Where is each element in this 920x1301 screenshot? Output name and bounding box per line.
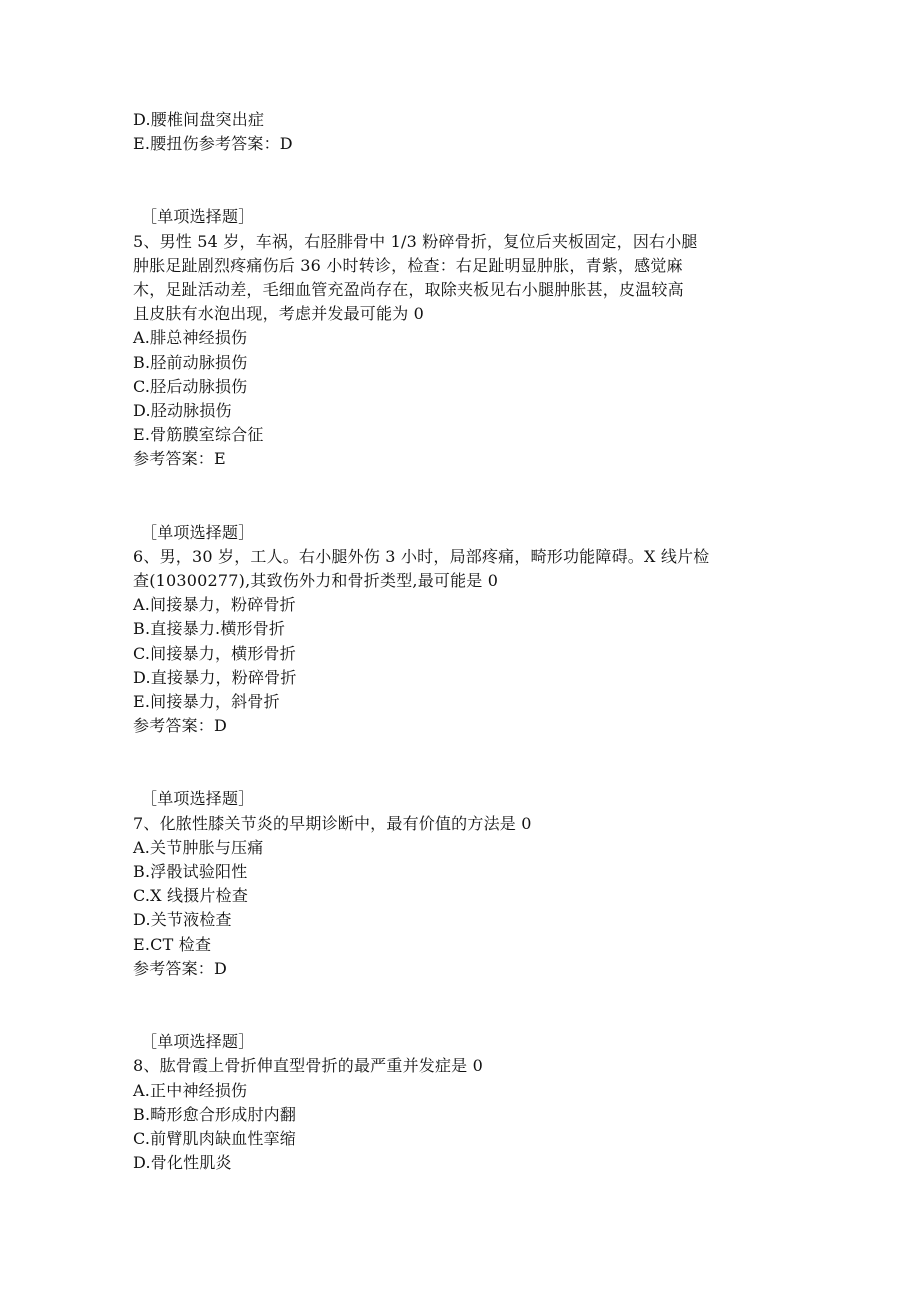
- question-block: [133, 205, 793, 471]
- option-line: D.腰椎间盘突出症: [133, 110, 265, 129]
- question-stem-line: 且皮肤有水泡出现，考虑并发最可能为 0: [133, 304, 425, 324]
- question-stem-line: 肿胀足趾剧烈疼痛伤后 36 小时转诊，检查：右足趾明显肿胀，青紫，感觉麻: [133, 255, 683, 275]
- answer-line: 参考答案：D: [133, 716, 228, 736]
- option-e: E.间接暴力，斜骨折: [133, 692, 280, 712]
- option-d: D.胫动脉损伤: [133, 401, 232, 421]
- option-c: C.X 线摄片检查: [133, 886, 249, 906]
- option-b: B.胫前动脉损伤: [133, 352, 248, 372]
- question-stem-line: 7、化脓性膝关节炎的早期诊断中，最有价值的方法是 0: [133, 813, 532, 833]
- question-stem-line: 5、男性 54 岁，车祸，右胫腓骨中 1/3 粉碎骨折，复位后夹板固定，因右小腿: [133, 231, 698, 251]
- option-d: D.直接暴力，粉碎骨折: [133, 667, 297, 687]
- answer-line: 参考答案：E: [133, 449, 226, 469]
- option-d: D.骨化性肌炎: [133, 1153, 232, 1173]
- option-c: C.胫后动脉损伤: [133, 376, 248, 396]
- option-b: B.畸形愈合形成肘内翻: [133, 1104, 297, 1124]
- option-d: D.关节液检查: [133, 910, 232, 930]
- question-block: [133, 787, 793, 981]
- option-c: C.前臂肌肉缺血性挛缩: [133, 1128, 296, 1148]
- previous-question-tail: [133, 108, 793, 156]
- question-type-label: ［单项选择题］: [141, 789, 255, 809]
- option-a: A.关节肿胀与压痛: [133, 837, 264, 857]
- question-type-label: ［单项选择题］: [141, 522, 255, 542]
- question-block: [133, 1030, 793, 1175]
- option-e: E.CT 检查: [133, 934, 212, 954]
- option-a: A.间接暴力，粉碎骨折: [133, 595, 296, 615]
- option-a: A.腓总神经损伤: [133, 328, 248, 348]
- option-c: C.间接暴力，横形骨折: [133, 643, 296, 663]
- option-e: E.骨筋膜室综合征: [133, 425, 264, 445]
- answer-line: 参考答案：D: [133, 958, 228, 978]
- question-type-label: ［单项选择题］: [141, 1032, 255, 1052]
- option-b: B.浮骰试验阳性: [133, 862, 248, 882]
- option-line: E.腰扭伤参考答案：D: [133, 134, 293, 154]
- question-block: [133, 521, 793, 739]
- option-b: B.直接暴力.横形骨折: [133, 619, 286, 639]
- option-a: A.正中神经损伤: [133, 1080, 248, 1100]
- question-stem-line: 8、肱骨霞上骨折伸直型骨折的最严重并发症是 0: [133, 1056, 484, 1076]
- question-stem-line: 查(10300277),其致伤外力和骨折类型,最可能是 0: [133, 571, 499, 591]
- document-page: [133, 108, 793, 1175]
- question-stem-line: 6、男，30 岁，工人。右小腿外伤 3 小时，局部疼痛，畸形功能障碍。X 线片检: [133, 546, 710, 566]
- question-type-label: ［单项选择题］: [141, 207, 255, 227]
- question-stem-line: 木，足趾活动差，毛细血管充盈尚存在，取除夹板见右小腿肿胀甚，皮温较高: [133, 280, 684, 300]
